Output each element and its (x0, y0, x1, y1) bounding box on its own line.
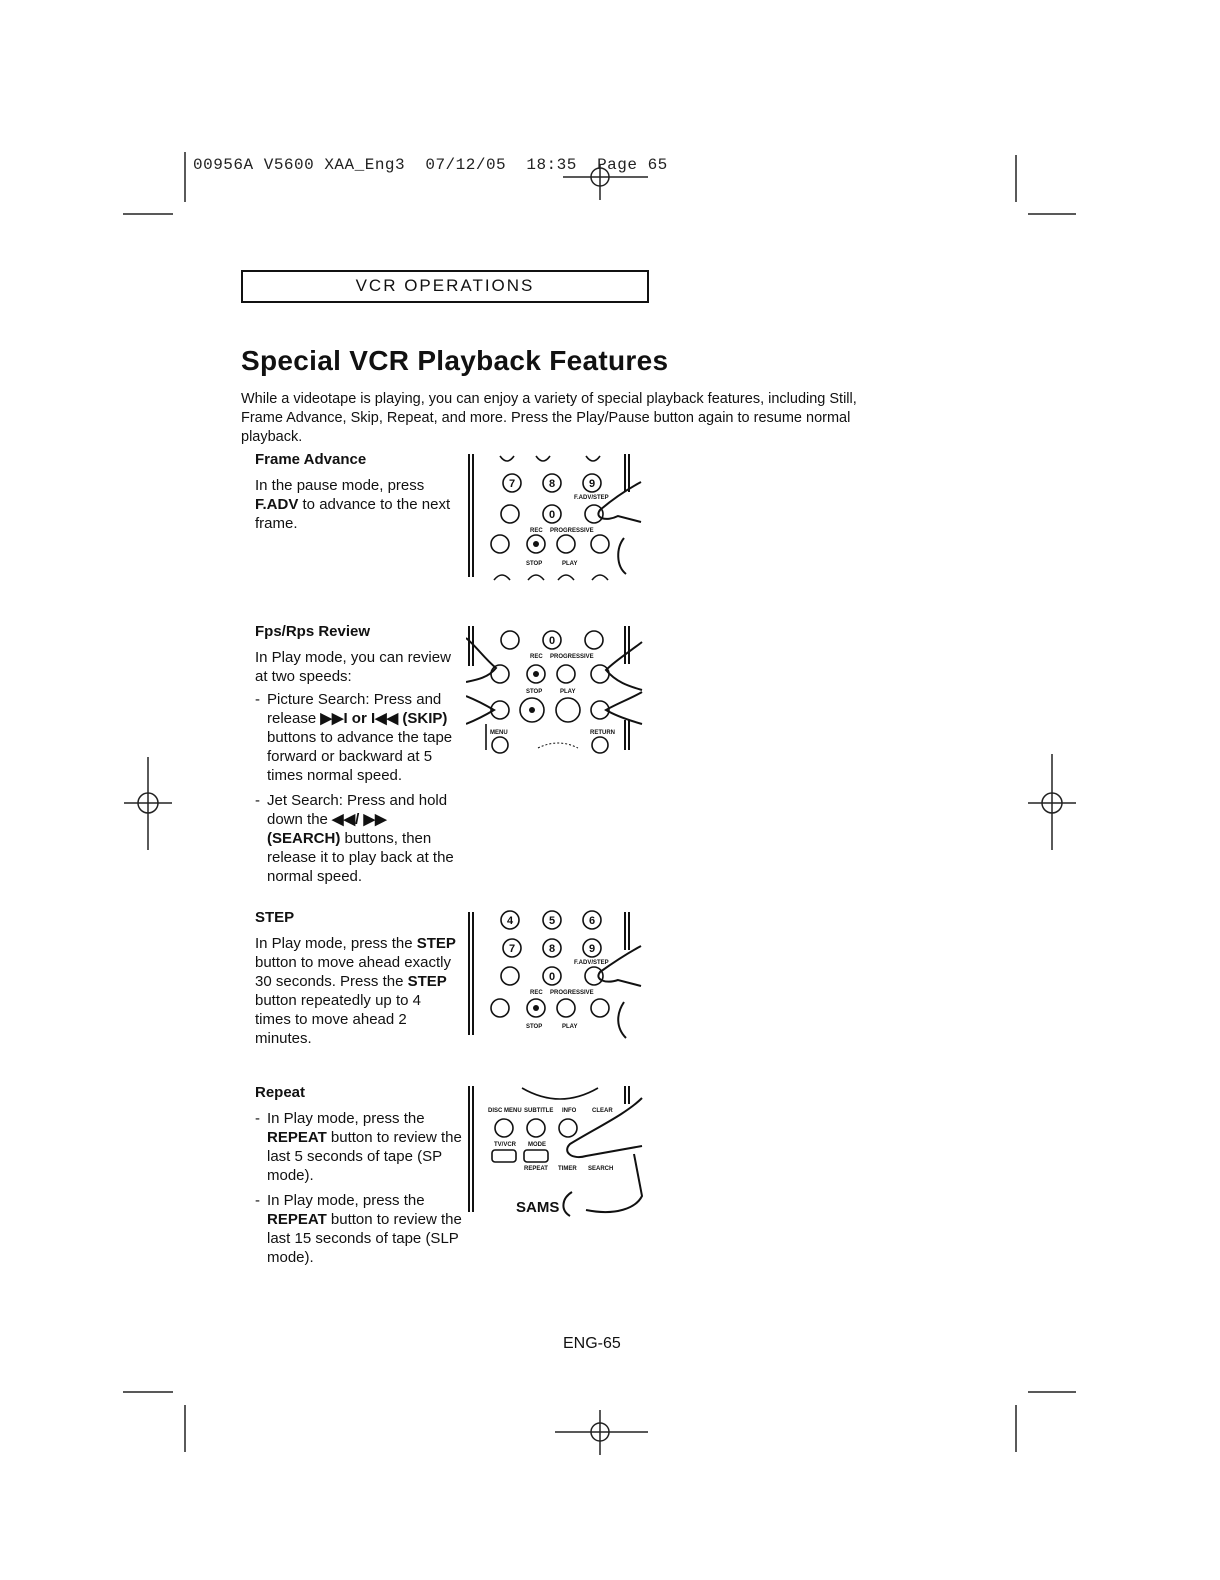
progressive-label: PROGRESSIVE (550, 654, 594, 660)
play-label: PLAY (562, 561, 578, 567)
rec-label: REC (530, 654, 543, 660)
step-keyword: STEP (416, 935, 456, 952)
skip-keyword: (SKIP) (398, 710, 448, 727)
remote-illustration-repeat (466, 1084, 646, 1219)
section-header: VCR OPERATIONS (355, 276, 535, 295)
step-text-3: button repeatedly up to 4 times to move ahead 2 minutes. (255, 992, 421, 1047)
key-9-label: 9 (588, 478, 596, 490)
key-8-label: 8 (548, 943, 556, 955)
fadv-step-label: F.ADV/STEP (574, 495, 609, 501)
step-text-2: button to move ahead exactly 30 seconds. Press the (255, 954, 451, 990)
repeat-heading: Repeat (255, 1084, 306, 1101)
mode-label: MODE (528, 1142, 546, 1148)
search-label: SEARCH (588, 1166, 614, 1172)
repeat-label: REPEAT (524, 1166, 548, 1172)
clear-label: CLEAR (592, 1108, 613, 1114)
fps-review-list (255, 690, 463, 886)
fps-review-section (255, 623, 463, 892)
repeat-sp-text: In Play mode, press the (267, 1110, 425, 1127)
progressive-label: PROGRESSIVE (550, 990, 594, 996)
search-keyword: ◀◀/ ▶▶ (SEARCH) (267, 811, 387, 847)
timer-label: TIMER (558, 1166, 577, 1172)
key-7-label: 7 (508, 943, 516, 955)
frame-advance-text-1: In the pause mode, press (255, 477, 425, 494)
play-label: PLAY (560, 689, 576, 695)
skip-symbols: ▶▶I or I◀◀ (320, 710, 399, 727)
frame-advance-section (255, 451, 460, 533)
stop-label: STOP (526, 561, 543, 567)
progressive-label: PROGRESSIVE (550, 528, 594, 534)
menu-label: MENU (490, 730, 508, 736)
page-number: ENG-65 (563, 1335, 621, 1352)
fadv-keyword: F.ADV (255, 496, 299, 513)
frame-advance-text (255, 476, 460, 533)
step-keyword-2: STEP (407, 973, 447, 990)
repeat-sp-text-end: button to review the last 5 seconds of tape (SP mode). (267, 1129, 462, 1184)
step-section (255, 909, 460, 1048)
disc-menu-label: DISC MENU (488, 1108, 522, 1114)
repeat-slp-text-end: button to review the last 15 seconds of tape (SLP mode). (267, 1211, 462, 1266)
repeat-slp-text: In Play mode, press the (267, 1192, 425, 1209)
page-title: Special VCR Playback Features (241, 345, 669, 376)
key-7-label: 7 (508, 478, 516, 490)
remote-illustration-search (466, 624, 646, 754)
key-0-label: 0 (548, 635, 556, 647)
list-item (255, 690, 463, 785)
frame-advance-text-2: to advance to the next frame. (255, 496, 451, 532)
samsung-logo: SAMS (516, 1199, 560, 1216)
step-text (255, 934, 460, 1048)
picture-search-text: Picture Search: Press and release (267, 691, 442, 727)
finger-pointer (598, 946, 641, 986)
stop-label: STOP (526, 1024, 543, 1030)
jet-search-text: Jet Search: Press and hold down the (267, 792, 448, 828)
rec-label: REC (530, 990, 543, 996)
rec-label: REC (530, 528, 543, 534)
key-9-label: 9 (588, 943, 596, 955)
list-item (255, 791, 463, 886)
fps-review-heading: Fps/Rps Review (255, 623, 371, 640)
step-heading: STEP (255, 909, 295, 926)
subtitle-label: SUBTITLE (524, 1108, 554, 1114)
key-6-label: 6 (588, 915, 596, 927)
repeat-keyword: REPEAT (267, 1129, 327, 1146)
finger-pointer (598, 482, 641, 522)
repeat-list (255, 1109, 463, 1267)
play-label: PLAY (562, 1024, 578, 1030)
list-item (255, 1109, 463, 1185)
return-label: RETURN (590, 730, 615, 736)
list-item (255, 1191, 463, 1267)
picture-search-text-end: buttons to advance the tape forward or backward at 5 times normal speed. (267, 729, 453, 784)
print-header: 00956A V5600 XAA_Eng3 07/12/05 18:35 Page 65 (193, 156, 668, 174)
fps-review-intro: In Play mode, you can review at two speeds: (255, 649, 451, 685)
key-0-label: 0 (548, 971, 556, 983)
remote-illustration-step (466, 910, 646, 1040)
finger-pointer (567, 1098, 642, 1157)
repeat-section (255, 1084, 463, 1273)
remote-illustration-fadv (466, 452, 646, 582)
jet-search-text-end: buttons, then release it to play back at the normal speed. (267, 830, 454, 885)
step-text-1: In Play mode, press the (255, 935, 417, 952)
key-4-label: 4 (506, 915, 514, 927)
repeat-keyword-2: REPEAT (267, 1211, 327, 1228)
info-label: INFO (562, 1108, 577, 1114)
key-8-label: 8 (548, 478, 556, 490)
key-5-label: 5 (548, 915, 556, 927)
fadv-step-label: F.ADV/STEP (574, 960, 609, 966)
intro-paragraph: While a videotape is playing, you can enjoy a variety of special playback features, including Still, Frame Advance, Skip, Repeat, and more. Press the Play/Pause button again to resume normal playback. (241, 391, 857, 445)
tv-vcr-label: TV/VCR (494, 1142, 517, 1148)
key-0-label: 0 (548, 509, 556, 521)
stop-label: STOP (526, 689, 543, 695)
frame-advance-heading: Frame Advance (255, 451, 367, 468)
